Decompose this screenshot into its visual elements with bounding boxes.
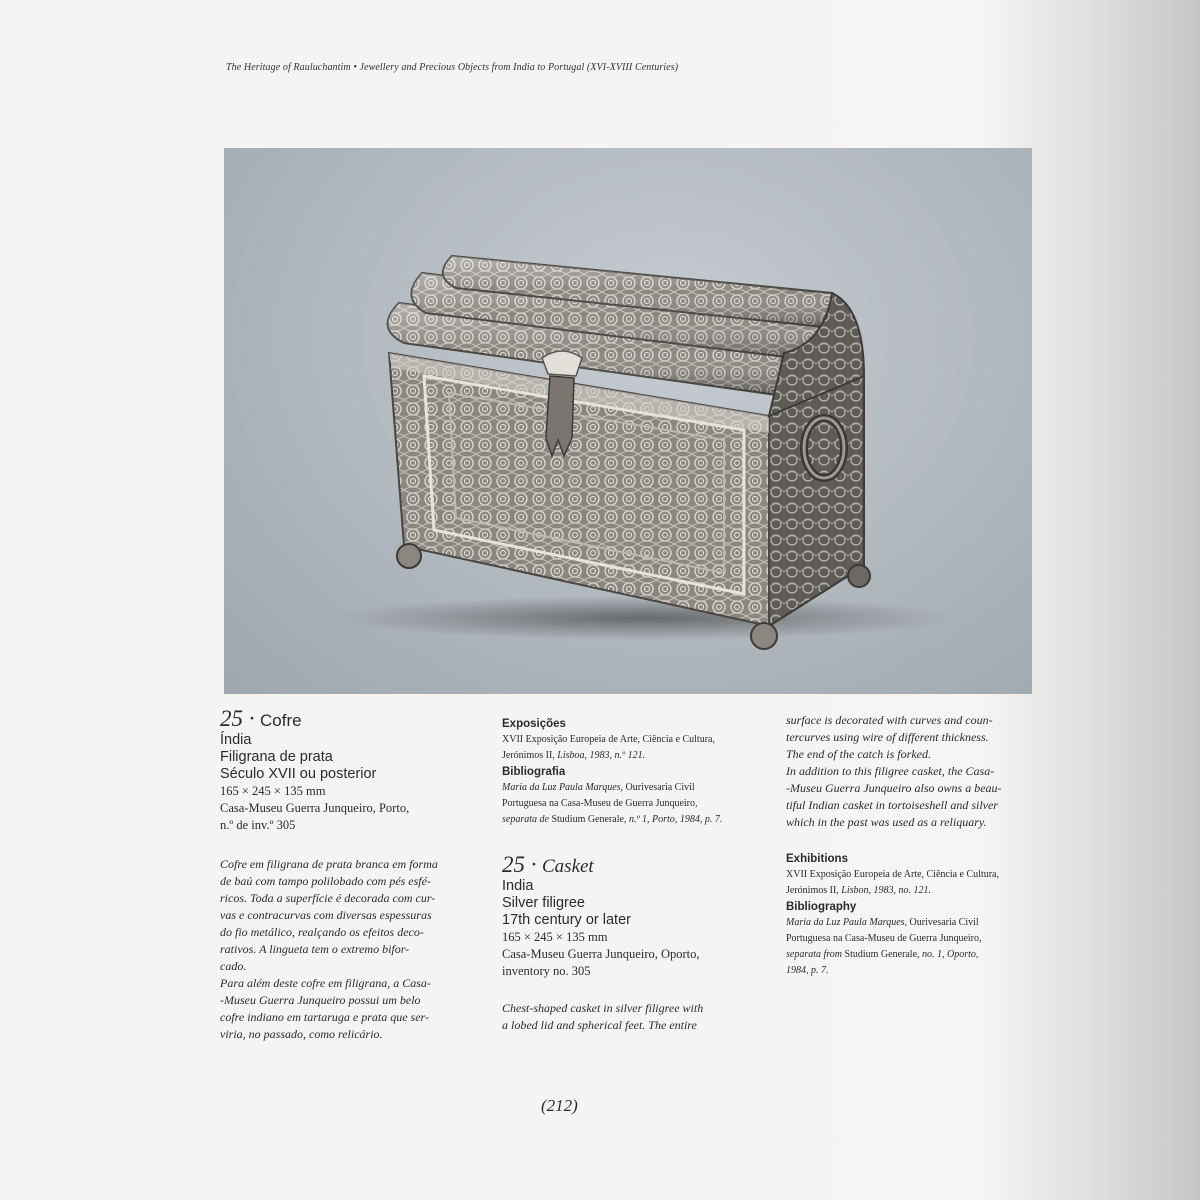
bibliography-line: [786, 947, 1036, 963]
bibliography-title: Ourivesaria Civil: [909, 917, 979, 928]
collection-line-1: Casa-Museu Guerra Junqueiro, Porto,: [220, 801, 410, 815]
running-head: The Heritage of Rauluchantim • Jewellery and Precious Objects from India to Portugal (XVI-XVIII Centuries): [226, 62, 679, 73]
dimensions: 165 × 245 × 135 mm: [502, 930, 608, 944]
exhibition-line: [502, 748, 752, 764]
origin: India: [502, 878, 534, 894]
bibliography-author: Maria da Luz Paula Marques,: [502, 782, 624, 793]
material: Filigrana de prata: [220, 749, 333, 765]
description-en-start: [502, 1000, 752, 1034]
bibliography-line: [502, 780, 752, 796]
description-line: a lobed lid and spherical feet. The entire: [502, 1018, 697, 1032]
entry-title-en: [502, 854, 752, 878]
bibliography-separata: separata de: [502, 814, 549, 825]
description-line: -Museu Guerra Junqueiro possui um belo: [220, 993, 421, 1007]
bibliography-line: Portuguesa na Casa-Museu de Guerra Junqueiro,: [786, 933, 982, 944]
description-line: cofre indiano em tartaruga e prata que ser-: [220, 1010, 429, 1024]
material: Silver filigree: [502, 895, 585, 911]
entry-number: 25 ·: [502, 852, 537, 877]
casket-photograph: [224, 148, 1032, 694]
entry-name: Cofre: [260, 711, 302, 730]
bibliography-journal: Studium Generale,: [551, 814, 627, 825]
entry-title-pt: [220, 708, 480, 732]
description-line: viria, no passado, como relicário.: [220, 1027, 383, 1041]
origin: Índia: [220, 732, 252, 748]
description-line: do fio metálico, realçando os efeitos deco-: [220, 925, 424, 939]
exhibitions-label-en: Exhibitions: [786, 853, 848, 865]
date: 17th century or later: [502, 912, 631, 928]
bibliography-journal: Studium Generale,: [844, 949, 920, 960]
page-number: (212): [541, 1096, 578, 1115]
description-line: ricos. Toda a superfície é decorada com cur-: [220, 891, 436, 905]
description-line: -Museu Guerra Junqueiro also owns a beau-: [786, 781, 1002, 795]
exhibitions-label-pt: Exposições: [502, 718, 566, 730]
description-pt: [220, 856, 480, 1043]
bibliography-label-en: Bibliography: [786, 901, 857, 913]
casket-illustration: [224, 148, 1032, 694]
portuguese-entry: [220, 708, 480, 1043]
bibliography-label-pt: Bibliografia: [502, 766, 566, 778]
collection-line-1: Casa-Museu Guerra Junqueiro, Oporto,: [502, 947, 700, 961]
description-line: Cofre em filigrana de prata branca em forma: [220, 857, 438, 871]
entry-number: 25 ·: [220, 706, 255, 731]
dimensions: 165 × 245 × 135 mm: [220, 784, 326, 798]
description-line: de baú com tampo polilobado com pés esfé-: [220, 874, 431, 888]
description-line: vas e contracurvas com diversas espessuras: [220, 908, 432, 922]
bibliography-separata: separata from: [786, 949, 843, 960]
exhibition-line: [786, 883, 1036, 899]
description-line: The end of the catch is forked.: [786, 747, 931, 761]
english-entry: [502, 854, 752, 1034]
bibliography-line: [786, 915, 1036, 931]
collection-line-2: n.º de inv.º 305: [220, 818, 296, 832]
description-line: rativos. A lingueta tem o extremo bifor-: [220, 942, 410, 956]
exhibition-venue: Jerónimos II,: [502, 750, 555, 761]
right-column: [786, 713, 1036, 979]
description-en-cont: [786, 712, 1036, 831]
description-line: which in the past was used as a reliquary.: [786, 815, 987, 829]
description-line: tercurves using wire of different thickness.: [786, 730, 989, 744]
entry-name: Casket: [542, 856, 594, 877]
spine-shadow: [1028, 0, 1200, 1200]
bibliography-line: 1984, p. 7.: [786, 965, 829, 976]
middle-column: [502, 716, 752, 1034]
bibliography-line: [502, 812, 752, 828]
exhibition-line: XVII Exposição Europeia de Arte, Ciência e Cultura,: [502, 734, 715, 745]
exhibition-details: Lisboa, 1983, n.º 121.: [557, 750, 646, 761]
description-line: Para além deste cofre em filigrana, a Casa-: [220, 976, 431, 990]
bibliography-author: Maria da Luz Paula Marques,: [786, 917, 908, 928]
description-line: tiful Indian casket in tortoiseshell and silver: [786, 798, 998, 812]
bibliography-issue: no. 1, Oporto,: [922, 949, 979, 960]
bibliography-title: Ourivesaria Civil: [625, 782, 695, 793]
english-refs: [786, 851, 1036, 979]
collection-line-2: inventory no. 305: [502, 964, 591, 978]
exhibition-details: Lisbon, 1983, no. 121.: [841, 885, 932, 896]
exhibition-line: XVII Exposição Europeia de Arte, Ciência e Cultura,: [786, 869, 999, 880]
description-line: surface is decorated with curves and coun-: [786, 713, 993, 727]
bibliography-issue: n.º 1, Porto, 1984, p. 7.: [628, 814, 723, 825]
date: Século XVII ou posterior: [220, 766, 377, 782]
bibliography-line: Portuguesa na Casa-Museu de Guerra Junqueiro,: [502, 798, 698, 809]
description-line: Chest-shaped casket in silver filigree with: [502, 1001, 704, 1015]
exhibition-venue: Jerónimos II,: [786, 885, 839, 896]
description-line: In addition to this filigree casket, the Casa-: [786, 764, 995, 778]
description-line: cado.: [220, 959, 247, 973]
